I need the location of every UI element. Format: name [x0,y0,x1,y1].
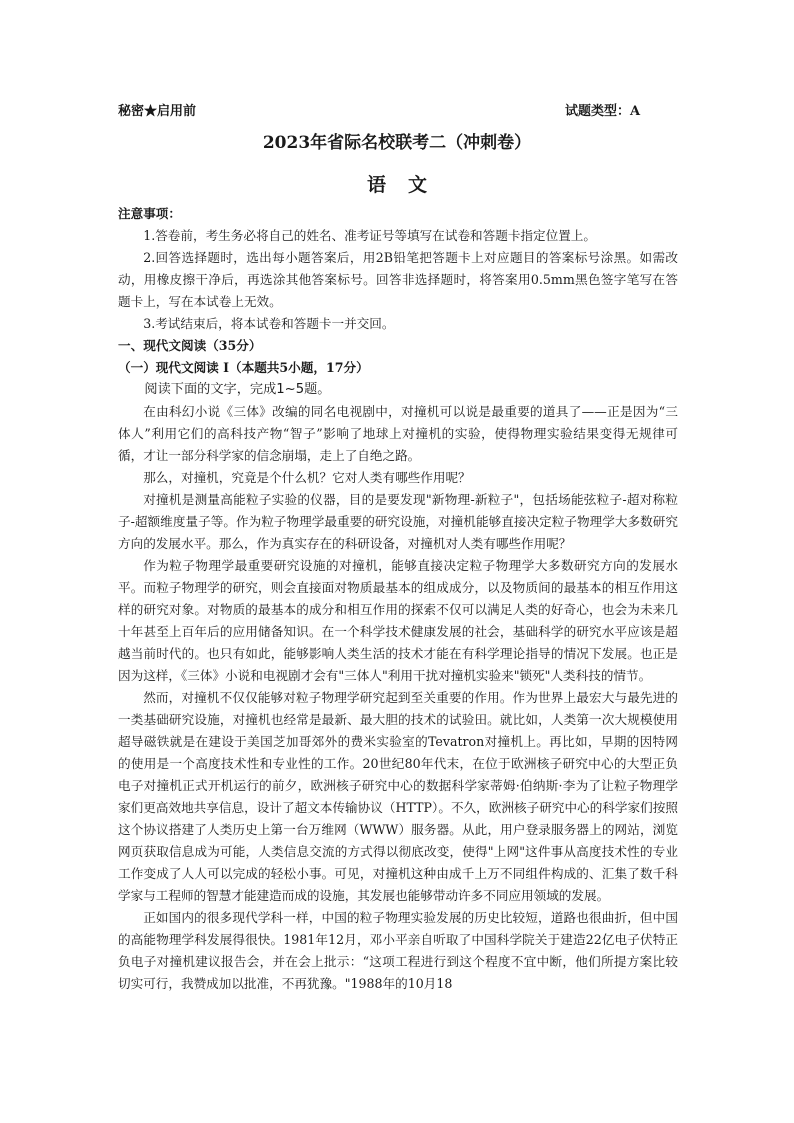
notice-item: 1.答卷前，考生务必将自己的姓名、准考证号等填写在试卷和答题卡指定位置上。 [143,228,596,243]
passage-paragraph: 对撞机是测量高能粒子实验的仪器，目的是要发现"新物理-新粒子"，包括场能弦粒子-超对称粒子-超额维度量子等。作为粒子物理学最重要的研究设施，对撞机能够直接决定粒子物理学大多数研究方向的发展水平。那么，作为真实存在的科研设备，对撞机对人类有哪些作用呢？ [118,492,678,551]
exam-body [118,203,678,995]
passage-paragraph: 正如国内的很多现代学科一样，中国的粒子物理实验发展的历史比较短，道路也很曲折，但中国的高能物理学科发展得很快。1981年12月，邓小平亲自听取了中国科学院关于建造22亿电子伏特正负电子对撞机建议报告会，并在会上批示：“这项工程进行到这个程度不宜中断，他们所提方案比较切实可行，我赞成加以批准，不再犹豫。"1988年的10月18 [118,910,678,991]
confidential-label: 秘密★启用前 [118,104,197,119]
subsection-heading: （一）现代文阅读 I（本题共5小题，17分） [118,360,369,375]
reading-instruction: 阅读下面的文字，完成1~5题。 [144,382,331,397]
subject-title: 语文 [366,174,449,196]
passage-paragraph: 在由科幻小说《三体》改编的同名电视剧中，对撞机可以说是最重要的道具了——正是因为“三体人”利用它们的高科技产物“智子”影响了地球上对撞机的实验，使得物理实验结果变得无规律可循，才让一部分科学家的信念崩塌，走上了自绝之路。 [118,404,678,463]
exam-type-label: 试题类型：A [565,104,641,119]
notice-item: 3.考试结束后，将本试卷和答题卡一并交回。 [143,316,395,331]
passage-paragraph: 然而，对撞机不仅仅能够对粒子物理学研究起到至关重要的作用。作为世界上最宏大与最先进的一类基础研究设施，对撞机也经常是最新、最大胆的技术的试验田。就比如，人类第一次大规模使用超导磁铁就是在建设于美国芝加哥郊外的费米实验室的Tevatron对撞机上。再比如，早期的因特网的使用是一个高度技术性和专业性的工作。20世纪80年代末，在位于欧洲核子研究中心的大型正负电子对撞机正式开机运行的前夕，欧洲核子研究中心的数据科学家蒂姆·伯纳斯·李为了让粒子物理学家们更高效地共享信息，设计了超文本传输协议（HTTP）。不久，欧洲核子研究中心的科学家们按照这个协议搭建了人类历史上第一台万维网（WWW）服务器。从此，用户登录服务器上的网站，浏览网页获取信息成为可能，人类信息交流的方式得以彻底改变，使得"上网"这件事从高度技术性的专业工作变成了人人可以完成的轻松小事。可见，对撞机这种由成千上万不同组件构成的、汇集了数千科学家与工程师的智慧才能建造而成的设施，其发展也能够带动许多不同应用领域的发展。 [118,690,678,903]
notice-heading: 注意事项： [118,206,181,221]
passage-paragraph: 作为粒子物理学最重要研究设施的对撞机，能够直接决定粒子物理学大多数研究方向的发展水平。而粒子物理学的研究，则会直接面对物质最基本的组成成分，以及物质间的最基本的相互作用这样的研究对象。对物质的最基本的成分和相互作用的探索不仅可以满足人类的好奇心，也会为未来几十年甚至上百年后的应用储备知识。在一个科学技术健康发展的社会，基础科学的研究水平应该是超越当前时代的。也只有如此，能够影响人类生活的技术才能在有科学理论指导的情况下发展。也正是因为这样，《三体》小说和电视剧才会有"三体人"利用干扰对撞机实验来"锁死"人类科技的情节。 [118,558,678,683]
section-heading: 一、现代文阅读（35分） [118,338,262,353]
exam-title: 2023年省际名校联考二（冲刺卷） [262,133,532,153]
notice-item: 2.回答选择题时，选出每小题答案后，用2B铅笔把答题卡上对应题目的答案标号涂黑。如需改动，用橡皮擦干净后，再选涂其他答案标号。回答非选择题时，将答案用0.5mm黑色签字笔写在答题卡上，写在本试卷上无效。 [118,250,678,309]
passage-paragraph: 那么，对撞机，究竟是个什么机？它对人类有哪些作用呢？ [143,470,471,485]
